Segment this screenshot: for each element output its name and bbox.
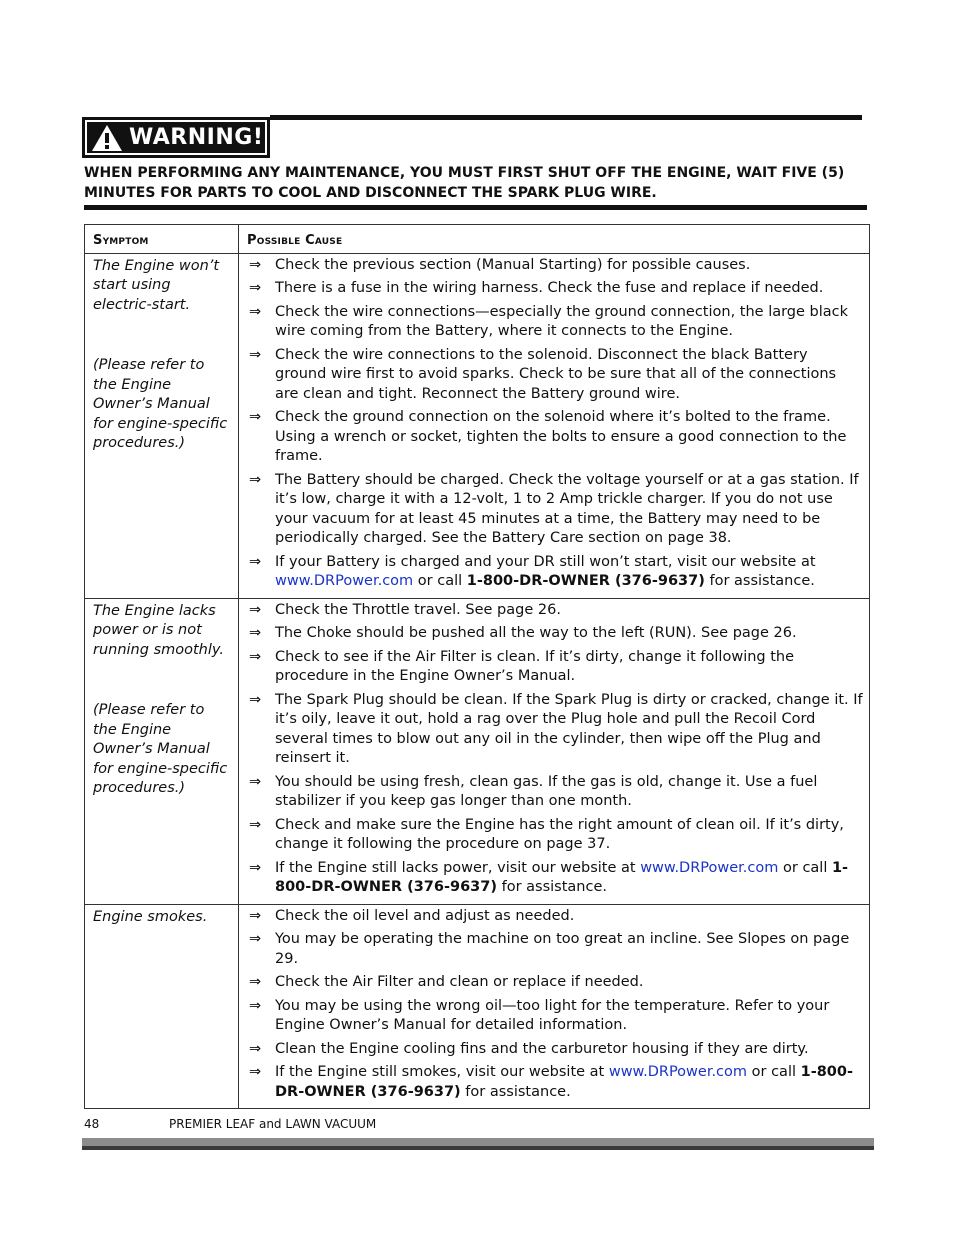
table-body	[85, 253, 870, 1109]
cause-text-part: If the Engine still smokes, visit our website at	[275, 1064, 609, 1080]
cause-text-part: for assistance.	[704, 573, 815, 589]
footer-rule-dark	[82, 1146, 874, 1150]
cause-text: There is a fuse in the wiring harness. Check the fuse and replace if needed.	[275, 280, 824, 296]
warning-banner	[82, 117, 270, 158]
cause-item	[245, 816, 863, 855]
table-header-row	[85, 225, 870, 254]
symptom-cell	[85, 253, 239, 598]
troubleshooting-table	[84, 224, 870, 1109]
cause-cell	[239, 904, 870, 1109]
cause-item	[245, 691, 863, 769]
symptom-cell	[85, 598, 239, 904]
cause-text-contact	[275, 859, 863, 898]
cause-text: You should be using fresh, clean gas. If the gas is old, change it. Use a fuel stabilizer if you keep gas longer than one month.	[275, 773, 818, 809]
phone-number: 1-800-DR-OWNER (376-9637)	[275, 1064, 854, 1100]
warning-top-rule	[270, 115, 862, 120]
double-arrow-icon: ⇒	[249, 816, 262, 833]
cause-text-part: for assistance.	[496, 879, 607, 895]
warning-triangle-icon	[91, 123, 123, 153]
symptom-note: (Please refer to the Engine Owner’s Manual for engine-specific procedures.)	[93, 357, 228, 451]
double-arrow-icon: ⇒	[249, 625, 262, 641]
cause-text: The Spark Plug should be clean. If the Spark Plug is dirty or cracked, change it. If it’s oily, leave it out, hold a rag over the Plug hole and pull the Recoil Cord several times to blow out any oil in the cylinder, then wipe off the Plug and reinsert it.	[275, 691, 863, 766]
cause-item	[245, 1063, 863, 1102]
double-arrow-icon: ⇒	[249, 773, 262, 790]
double-arrow-icon: ⇒	[249, 346, 262, 363]
symptom-text: The Engine lacks power or is not running smoothly.	[93, 602, 224, 658]
cause-item	[245, 907, 863, 927]
warning-text: WHEN PERFORMING ANY MAINTENANCE, YOU MUST FIRST SHUT OFF THE ENGINE, WAIT FIVE (5) MINUTES FOR PARTS TO COOL AND DISCONNECT THE SPARK PLUG WIRE.	[84, 165, 845, 201]
double-arrow-icon: ⇒	[249, 648, 262, 665]
cause-item	[245, 303, 863, 342]
double-arrow-icon: ⇒	[249, 997, 262, 1014]
warning-bottom-rule	[84, 205, 867, 210]
double-arrow-icon: ⇒	[249, 280, 262, 296]
double-arrow-icon: ⇒	[249, 974, 262, 990]
cause-text-contact	[275, 1063, 863, 1102]
website-link[interactable]: www.DRPower.com	[640, 859, 779, 876]
cause-item	[245, 256, 863, 276]
cause-text: The Choke should be pushed all the way to the left (RUN). See page 26.	[275, 625, 797, 641]
double-arrow-icon: ⇒	[249, 553, 262, 570]
double-arrow-icon: ⇒	[249, 256, 262, 273]
double-arrow-icon: ⇒	[249, 303, 262, 320]
cause-cell	[239, 598, 870, 904]
website-link[interactable]: www.DRPower.com	[275, 573, 414, 589]
website-link[interactable]: www.DRPower.com	[608, 1064, 748, 1080]
cause-text: Check the Air Filter and clean or replace if needed.	[275, 974, 644, 990]
symptom-text: Engine smokes.	[93, 908, 208, 925]
cause-text: Check the wire connections—especially the ground connection, the large black wire coming from the Battery, where it connects to the Engine.	[275, 303, 849, 339]
cause-text: Check to see if the Air Filter is clean. If it’s dirty, change it following the procedure in the Engine Owner’s Manual.	[275, 648, 795, 684]
phone-number: 1-800-DR-OWNER (376-9637)	[275, 859, 849, 895]
cause-item	[245, 471, 863, 549]
symptom-note: (Please refer to the Engine Owner’s Manual for engine-specific procedures.)	[93, 702, 228, 796]
double-arrow-icon: ⇒	[249, 409, 262, 425]
cause-item	[245, 346, 863, 405]
table-row	[85, 253, 870, 598]
footer-rule	[82, 1138, 874, 1146]
page-number: 48	[84, 1117, 100, 1131]
cause-text: Clean the Engine cooling fins and the carburetor housing if they are dirty.	[275, 1040, 809, 1057]
cause-text-part: or call	[778, 859, 832, 876]
cause-text-part: or call	[413, 573, 467, 589]
cause-item	[245, 648, 863, 687]
cause-item	[245, 973, 863, 993]
cause-text-contact	[275, 553, 863, 592]
table-row	[85, 598, 870, 904]
cause-item	[245, 408, 863, 467]
cause-text-part: If your Battery is charged and your DR still won’t start, visit our website at	[275, 553, 816, 570]
double-arrow-icon: ⇒	[249, 691, 262, 708]
cause-text: You may be using the wrong oil—too light for the temperature. Refer to your Engine Owner’s Manual for detailed information.	[275, 997, 830, 1033]
double-arrow-icon: ⇒	[249, 1064, 262, 1080]
double-arrow-icon: ⇒	[249, 907, 262, 924]
header-symptom: Symptom	[85, 225, 239, 254]
cause-item	[245, 624, 863, 644]
double-arrow-icon: ⇒	[249, 931, 262, 947]
cause-text: You may be operating the machine on too great an incline. See Slopes on page 29.	[275, 931, 850, 967]
cause-item	[245, 601, 863, 621]
cause-text: Check the previous section (Manual Starting) for possible causes.	[275, 256, 751, 273]
cause-item	[245, 553, 863, 592]
cause-item	[245, 773, 863, 812]
cause-cell	[239, 253, 870, 598]
phone-number: 1-800-DR-OWNER (376-9637)	[466, 573, 705, 589]
warning-label: WARNING!	[129, 125, 264, 150]
cause-text: The Battery should be charged. Check the voltage yourself or at a gas station. If it’s low, charge it with a 12-volt, 1 to 2 Amp trickle charger. If you do not use your vacuum for at least 45 minutes at a time, the Battery may need to be periodically charged. See the Battery Care section on page 38.	[275, 471, 859, 546]
symptom-cell	[85, 904, 239, 1109]
cause-item	[245, 930, 863, 969]
cause-text-part: or call	[747, 1064, 801, 1080]
double-arrow-icon: ⇒	[249, 601, 262, 618]
cause-item	[245, 1040, 863, 1060]
cause-text: Check the ground connection on the solenoid where it’s bolted to the frame. Using a wrench or socket, tighten the bolts to ensure a good connection to the frame.	[275, 409, 847, 464]
cause-text-part: for assistance.	[460, 1083, 571, 1100]
cause-text: Check and make sure the Engine has the right amount of clean oil. If it’s dirty, change it following the procedure on page 37.	[275, 816, 844, 852]
double-arrow-icon: ⇒	[249, 1040, 262, 1057]
cause-item	[245, 997, 863, 1036]
cause-text-part: If the Engine still lacks power, visit our website at	[275, 859, 641, 876]
cause-text: Check the wire connections to the solenoid. Disconnect the black Battery ground wire first to avoid sparks. Check to be sure that all of the connections are clean and tight. Reconnect the Battery ground wire.	[275, 346, 837, 402]
cause-text: Check the Throttle travel. See page 26.	[275, 601, 561, 618]
cause-text: Check the oil level and adjust as needed.	[275, 907, 575, 924]
footer-title: PREMIER LEAF and LAWN VACUUM	[169, 1117, 377, 1131]
table-row	[85, 904, 870, 1109]
cause-item	[245, 859, 863, 898]
cause-item	[245, 279, 863, 299]
double-arrow-icon: ⇒	[249, 859, 262, 876]
symptom-text: The Engine won’t start using electric-start.	[93, 257, 220, 313]
double-arrow-icon: ⇒	[249, 471, 262, 488]
header-possible-cause: Possible Cause	[239, 225, 870, 254]
